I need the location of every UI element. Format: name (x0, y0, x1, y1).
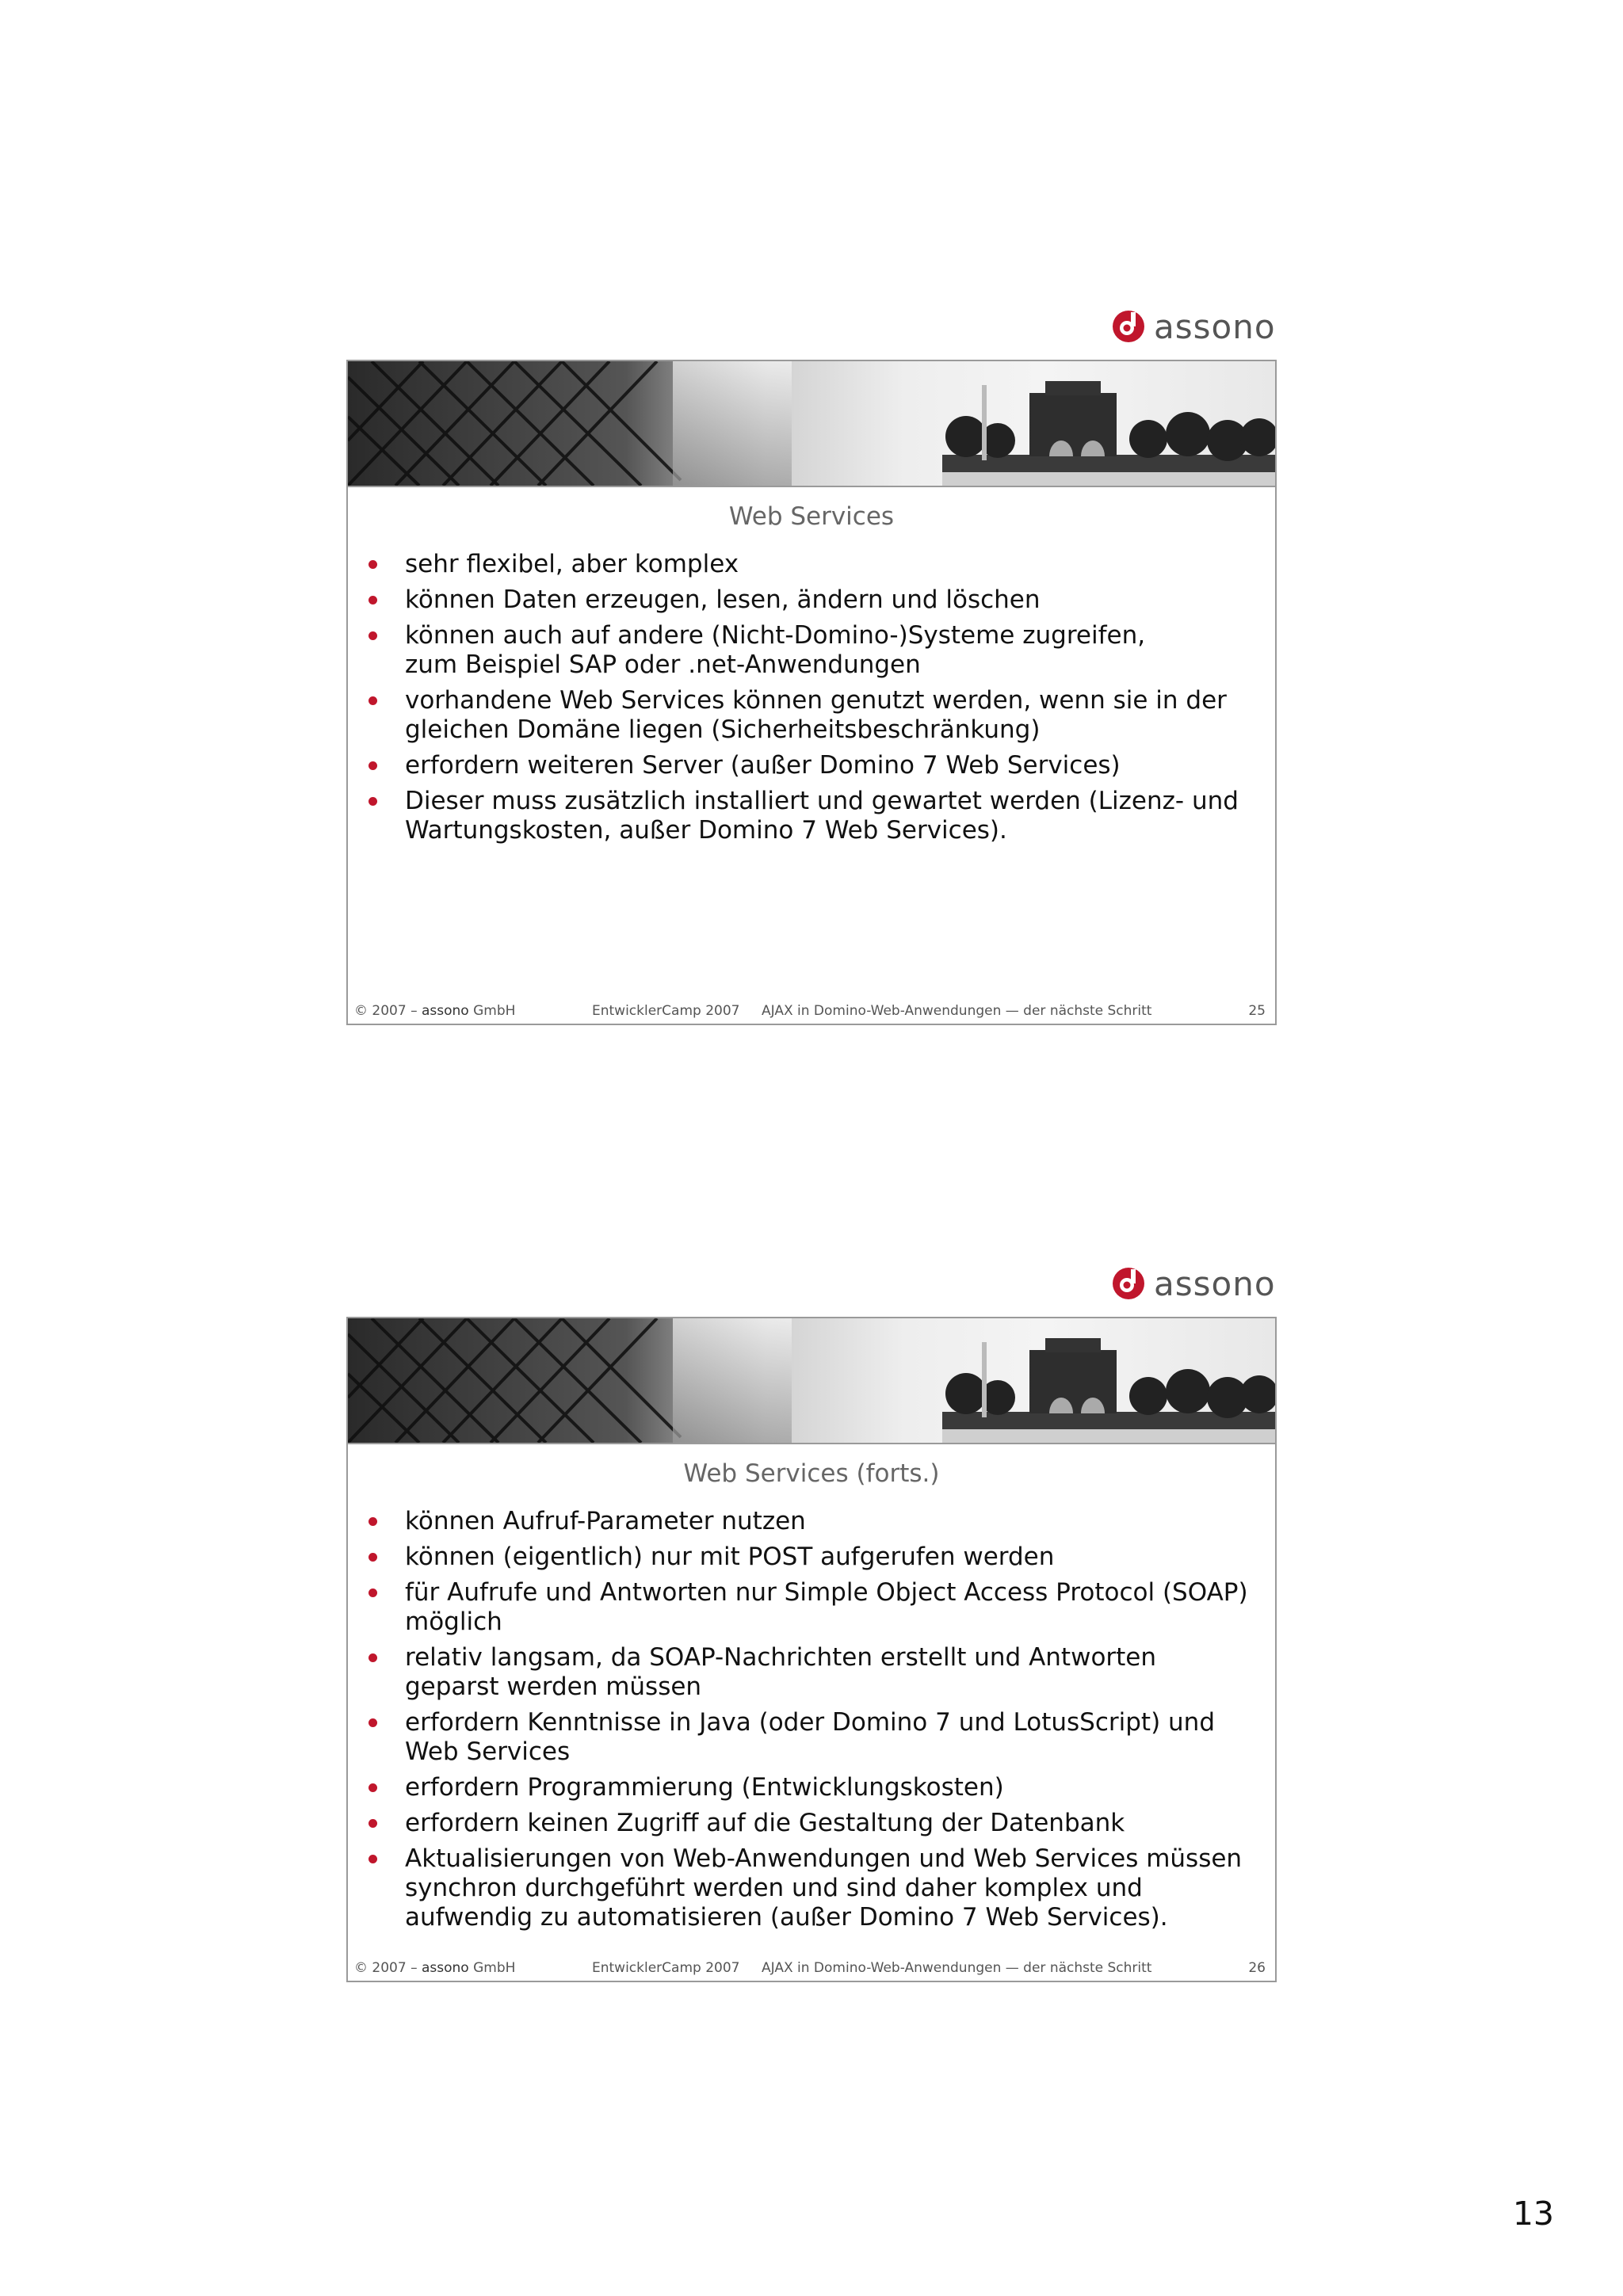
footer-event: EntwicklerCamp 2007 (592, 1960, 740, 1976)
bullet-dot-icon (369, 1517, 377, 1526)
assono-logo (1111, 1260, 1276, 1307)
slide-footer (348, 1000, 1275, 1024)
list-item (364, 1844, 1259, 1932)
list-item (364, 1708, 1259, 1767)
bullet-list (364, 550, 1259, 852)
bullet-dot-icon (369, 631, 377, 640)
bullet-text: erfordern keinen Zugriff auf die Gestaltung der Datenbank (405, 1809, 1125, 1837)
bullet-dot-icon (369, 560, 377, 569)
list-item (364, 686, 1259, 745)
list-item (364, 1643, 1259, 1702)
list-item (364, 621, 1259, 680)
list-item (364, 1809, 1259, 1838)
bullet-text: können Daten erzeugen, lesen, ändern und löschen (405, 585, 1041, 614)
banner-photo (348, 1318, 1275, 1444)
footer-talk-title: AJAX in Domino-Web-Anwendungen — der nächste Schritt (762, 1960, 1152, 1976)
footer-copyright: © 2007 – assono GmbH (354, 1003, 516, 1019)
bullet-dot-icon (369, 1553, 377, 1562)
footer-talk-title: AJAX in Domino-Web-Anwendungen — der nächste Schritt (762, 1003, 1152, 1019)
page-number: 13 (1512, 2195, 1554, 2233)
bullet-dot-icon (369, 797, 377, 806)
slide-25 (346, 360, 1277, 1025)
bullet-text: erfordern Kenntnisse in Java (oder Domino 7 und LotusScript) und Web Services (405, 1708, 1216, 1766)
slide-title: Web Services (forts.) (683, 1459, 940, 1488)
list-item (364, 1543, 1259, 1572)
bullet-dot-icon (369, 1718, 377, 1727)
bullet-text: Dieser muss zusätzlich installiert und gewartet werden (Lizenz- und Wartungskosten, außer Domino 7 Web Services). (405, 787, 1239, 845)
bullet-text: sehr flexibel, aber komplex (405, 550, 739, 578)
bullet-text: können Aufruf-Parameter nutzen (405, 1507, 806, 1535)
slide-title: Web Services (728, 502, 895, 531)
list-item (364, 585, 1259, 615)
logo-text: assono (1154, 1264, 1276, 1303)
slide-footer (348, 1957, 1275, 1981)
list-item (364, 1578, 1259, 1637)
footer-copyright: © 2007 – assono GmbH (354, 1960, 516, 1976)
footer-slide-number: 26 (1248, 1960, 1266, 1976)
bullet-dot-icon (369, 761, 377, 770)
bullet-text: relativ langsam, da SOAP-Nachrichten erstellt und Antworten geparst werden müssen (405, 1643, 1157, 1701)
list-item (364, 787, 1259, 845)
list-item (364, 751, 1259, 780)
bullet-dot-icon (369, 1855, 377, 1863)
list-item (364, 550, 1259, 579)
list-item (364, 1773, 1259, 1802)
bullet-text: für Aufrufe und Antworten nur Simple Object Access Protocol (SOAP) möglich (405, 1578, 1248, 1636)
bullet-dot-icon (369, 1819, 377, 1828)
bullet-dot-icon (369, 596, 377, 605)
bullet-dot-icon (369, 1589, 377, 1597)
footer-event: EntwicklerCamp 2007 (592, 1003, 740, 1019)
bullet-text: vorhandene Web Services können genutzt werden, wenn sie in der gleichen Domäne liegen (Sicherheitsbeschränkung) (405, 686, 1227, 744)
list-item (364, 1507, 1259, 1536)
footer-slide-number: 25 (1248, 1003, 1266, 1019)
bullet-list (364, 1507, 1259, 1939)
bullet-text: können auch auf andere (Nicht-Domino-)Systeme zugreifen, zum Beispiel SAP oder .net-Anwendungen (405, 621, 1146, 679)
bullet-text: Aktualisierungen von Web-Anwendungen und Web Services müssen synchron durchgeführt werden und sind daher komplex und aufwendig zu automatisieren (außer Domino 7 Web Services). (405, 1844, 1243, 1932)
bullet-text: erfordern Programmierung (Entwicklungskosten) (405, 1773, 1004, 1802)
assono-logo-icon (1111, 309, 1146, 344)
bullet-text: können (eigentlich) nur mit POST aufgerufen werden (405, 1543, 1055, 1571)
bullet-dot-icon (369, 696, 377, 705)
banner-photo (348, 361, 1275, 487)
bullet-dot-icon (369, 1783, 377, 1792)
assono-logo (1111, 303, 1276, 350)
bullet-text: erfordern weiteren Server (außer Domino 7 Web Services) (405, 751, 1121, 780)
bullet-dot-icon (369, 1653, 377, 1662)
assono-logo-icon (1111, 1266, 1146, 1301)
slide-26 (346, 1317, 1277, 1982)
logo-text: assono (1154, 307, 1276, 346)
